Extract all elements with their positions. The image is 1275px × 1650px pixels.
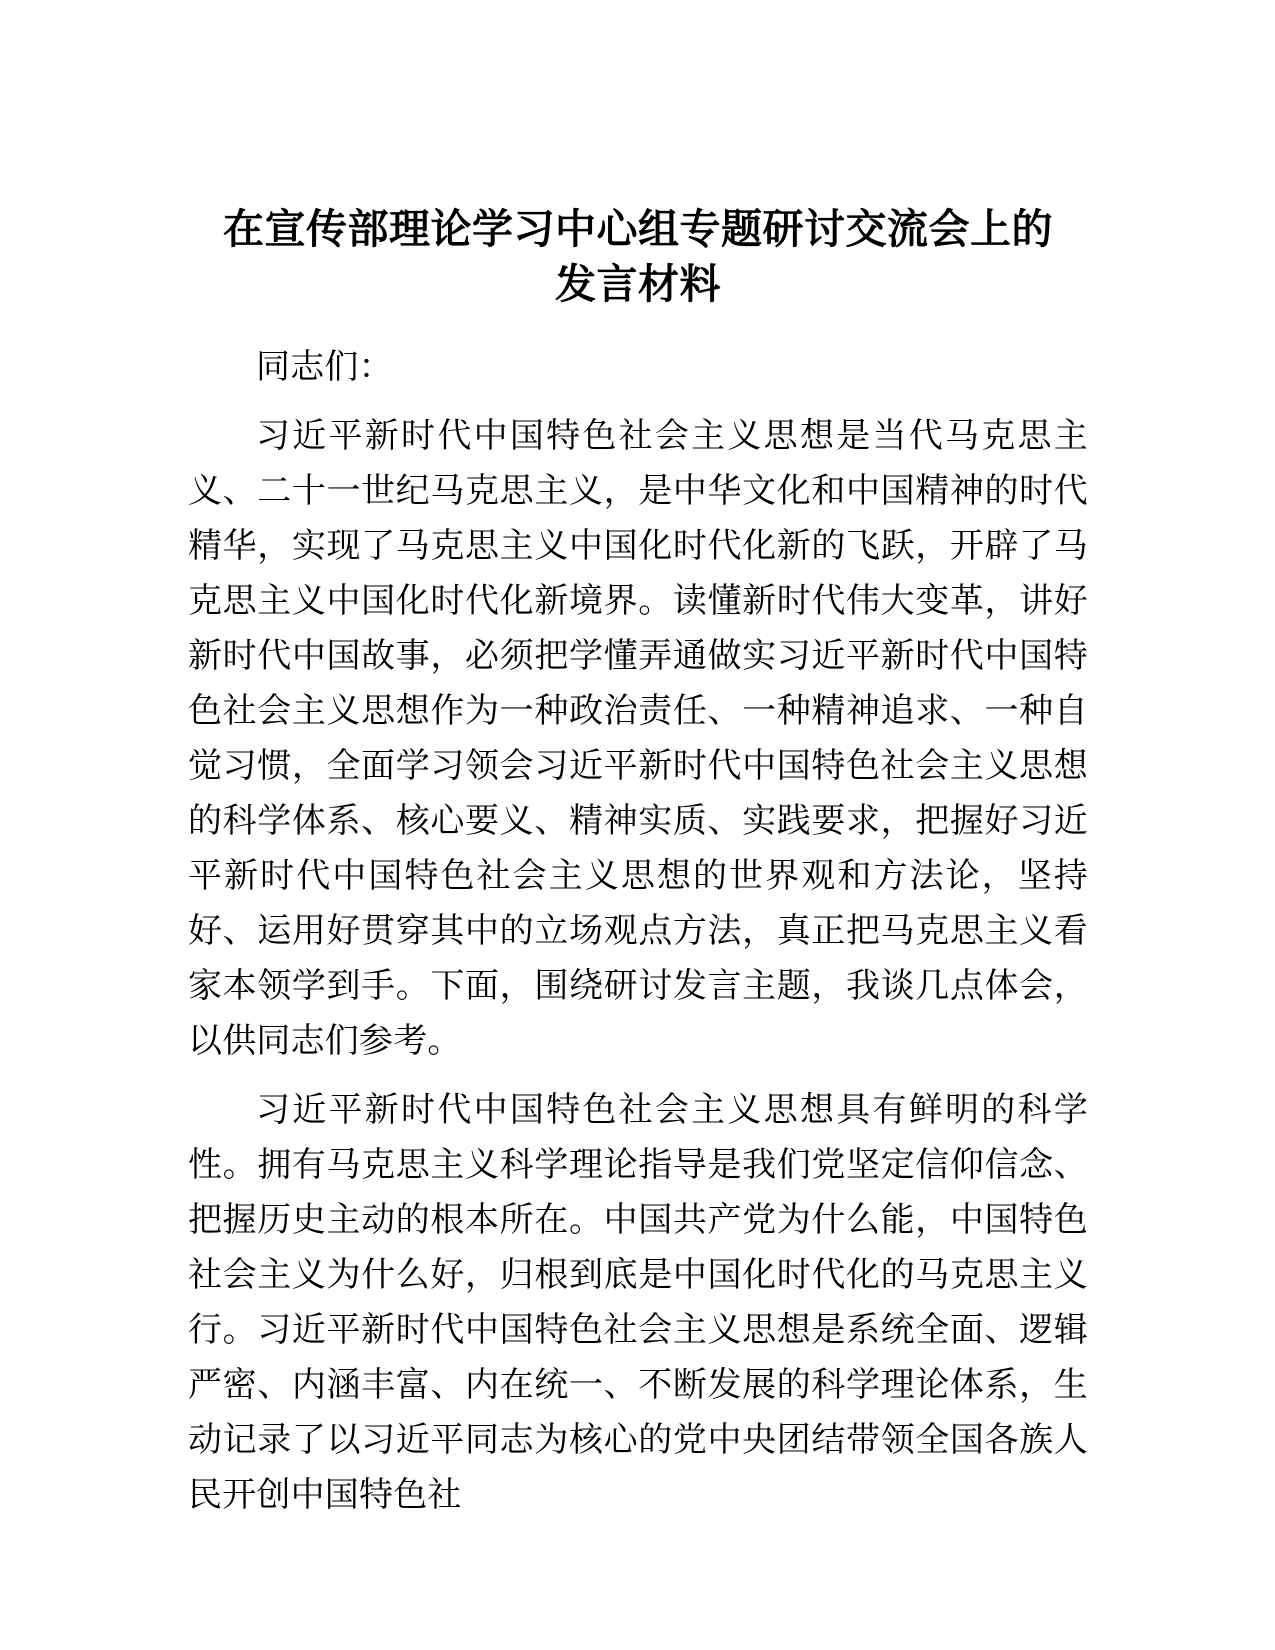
document-body bbox=[188, 0, 1088, 1523]
salutation: 同志们： bbox=[256, 348, 393, 386]
body-paragraph-1: 习近平新时代中国特色社会主义思想是当代马克思主义、二十一世纪马克思主义，是中华文化和中国精神的时代精华，实现了马克思主义中国化时代化新的飞跃，开辟了马克思主义中国化时代化新境界。读懂新时代伟大变革，讲好新时代中国故事，必须把学懂弄通做实习近平新时代中国特色社会主义思想作为一种政治责任、一种精神追求、一种自觉习惯，全面学习领会习近平新时代中国特色社会主义思想的科学体系、核心要义、精神实质、实践要求，把握好习近平新时代中国特色社会主义思想的世界观和方法论，坚持好、运用好贯穿其中的立场观点方法，真正把马克思主义看家本领学到手。下面，围绕研讨发言主题，我谈几点体会，以供同志们参考。 bbox=[188, 417, 1088, 1060]
body-paragraph-2: 习近平新时代中国特色社会主义思想具有鲜明的科学性。拥有马克思主义科学理论指导是我们党坚定信仰信念、把握历史主动的根本所在。中国共产党为什么能，中国特色社会主义为什么好，归根到底是中国化时代化的马克思主义行。习近平新时代中国特色社会主义思想是系统全面、逻辑严密、内涵丰富、内在统一、不断发展的科学理论体系，生动记录了以习近平同志为核心的党中央团结带领全国各族人民开创中国特色社 bbox=[188, 1091, 1088, 1514]
page-title-line-2: 发言材料 bbox=[555, 261, 721, 307]
page-title bbox=[188, 0, 1088, 312]
page-title-line-1: 在宣传部理论学习中心组专题研讨交流会上的 bbox=[223, 206, 1053, 252]
